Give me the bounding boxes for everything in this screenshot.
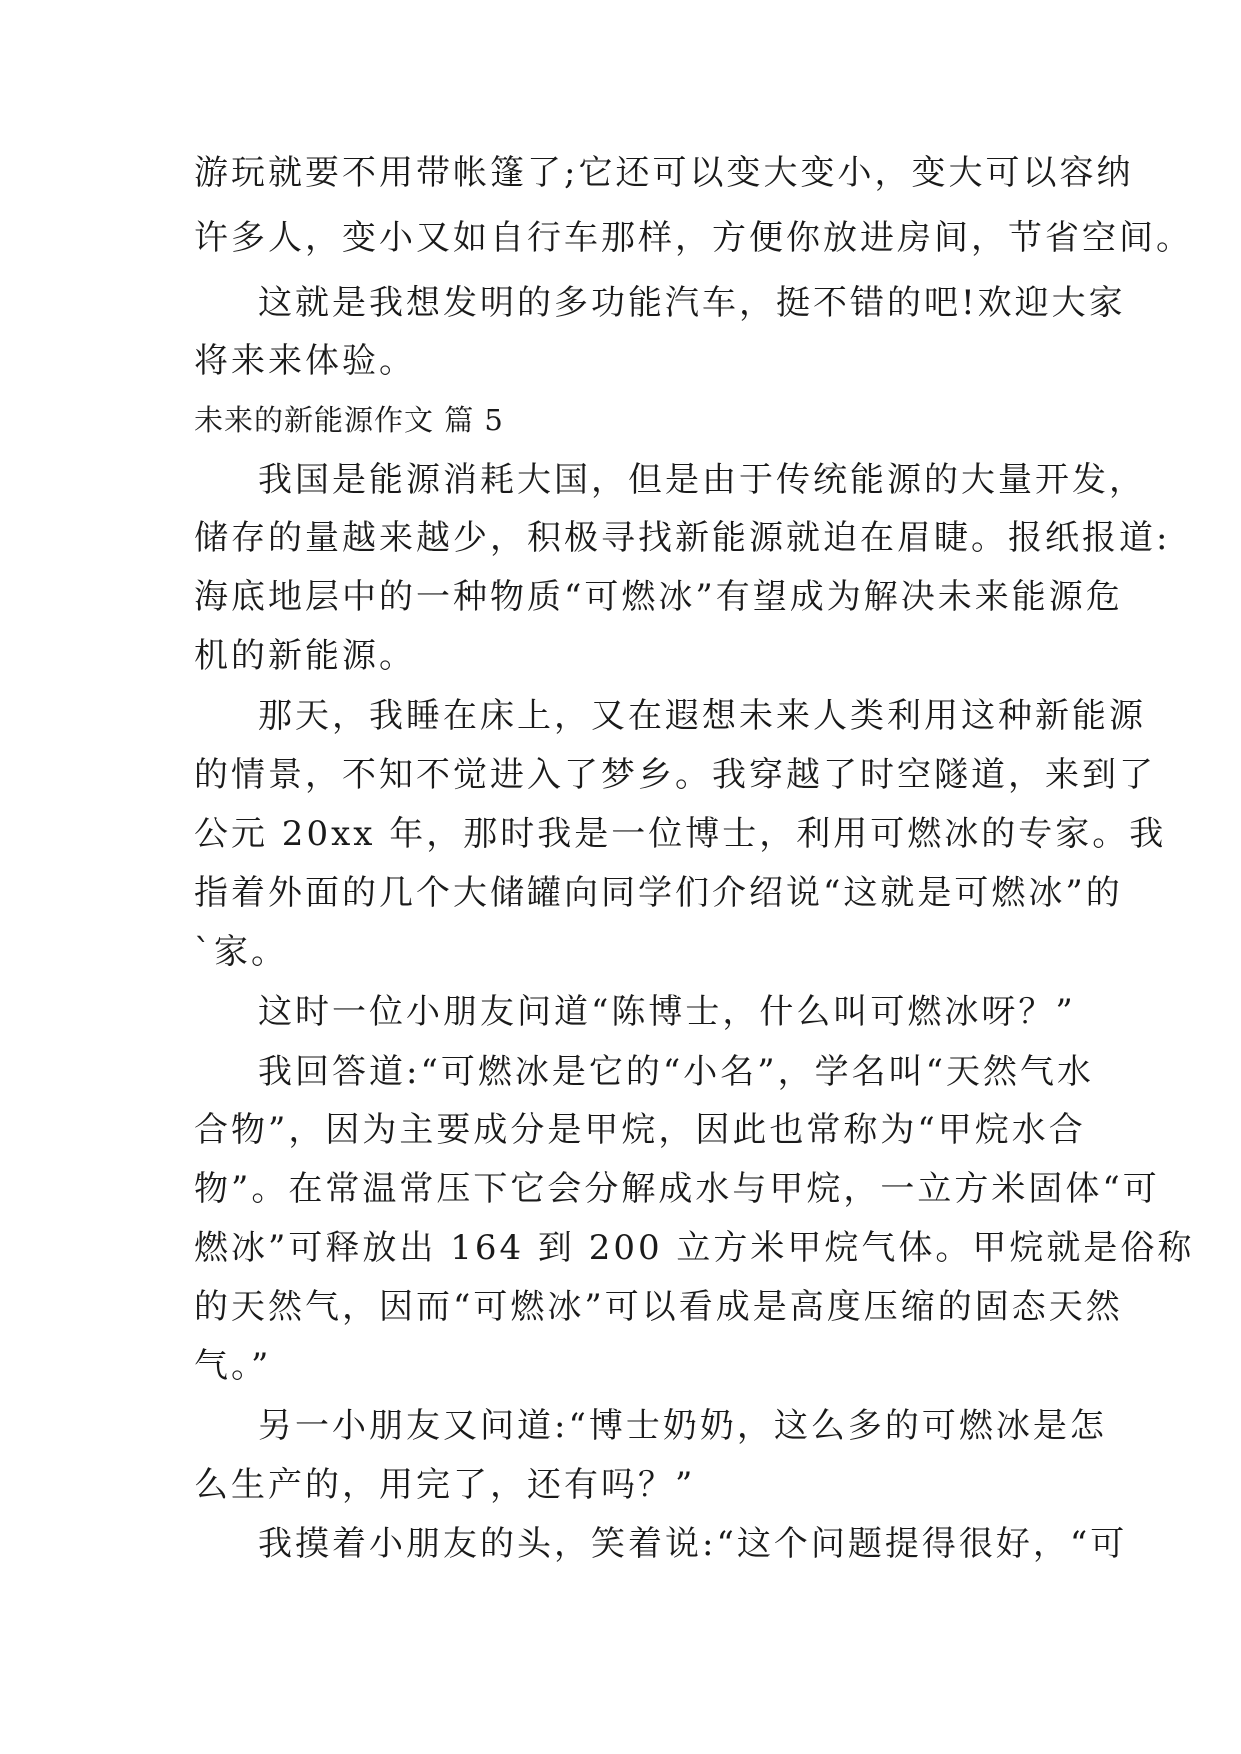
text-line: 游玩就要不用带帐篷了;它还可以变大变小，变大可以容纳 — [194, 153, 1134, 193]
text-line: 燃冰”可释放出 164 到 200 立方米甲烷气体。甲烷就是俗称 — [194, 1228, 1195, 1268]
text-line: 将来来体验。 — [194, 341, 416, 381]
text-line: 另一小朋友又问道:“博士奶奶，这么多的可燃冰是怎 — [258, 1406, 1107, 1446]
text-line: 这就是我想发明的多功能汽车，挺不错的吧!欢迎大家 — [258, 283, 1126, 323]
text-line: 这时一位小朋友问道“陈博士，什么叫可燃冰呀？” — [258, 992, 1076, 1032]
text-line: 我国是能源消耗大国，但是由于传统能源的大量开发， — [258, 460, 1146, 500]
text-line: 公元 20xx 年，那时我是一位博士，利用可燃冰的专家。我 — [194, 814, 1167, 854]
text-line: 气。” — [194, 1346, 272, 1386]
text-line: 么生产的，用完了，还有吗？” — [194, 1465, 696, 1505]
text-line: 储存的量越来越少，积极寻找新能源就迫在眉睫。报纸报道: — [194, 518, 1171, 558]
text-line: 的情景，不知不觉进入了梦乡。我穿越了时空隧道，来到了 — [194, 755, 1156, 795]
text-line: 许多人，变小又如自行车那样，方便你放进房间，节省空间。 — [194, 218, 1193, 258]
text-line: 机的新能源。 — [194, 636, 416, 676]
text-line: 的天然气，因而“可燃冰”可以看成是高度压缩的固态天然 — [194, 1287, 1123, 1327]
text-line: 海底地层中的一种物质“可燃冰”有望成为解决未来能源危 — [194, 577, 1123, 617]
section-heading: 未来的新能源作文 篇 5 — [194, 403, 504, 437]
text-line: 我回答道:“可燃冰是它的“小名”，学名叫“天然气水 — [258, 1052, 1094, 1092]
text-line: `家。 — [194, 932, 288, 972]
text-line: 合物”，因为主要成分是甲烷，因此也常称为“甲烷水合 — [194, 1110, 1086, 1150]
text-line: 指着外面的几个大储罐向同学们介绍说“这就是可燃冰”的 — [194, 873, 1123, 913]
text-line: 物”。在常温常压下它会分解成水与甲烷，一立方米固体“可 — [194, 1169, 1160, 1209]
text-line: 那天，我睡在床上，又在遐想未来人类利用这种新能源 — [258, 696, 1146, 736]
text-line: 我摸着小朋友的头，笑着说:“这个问题提得很好，“可 — [258, 1524, 1128, 1564]
